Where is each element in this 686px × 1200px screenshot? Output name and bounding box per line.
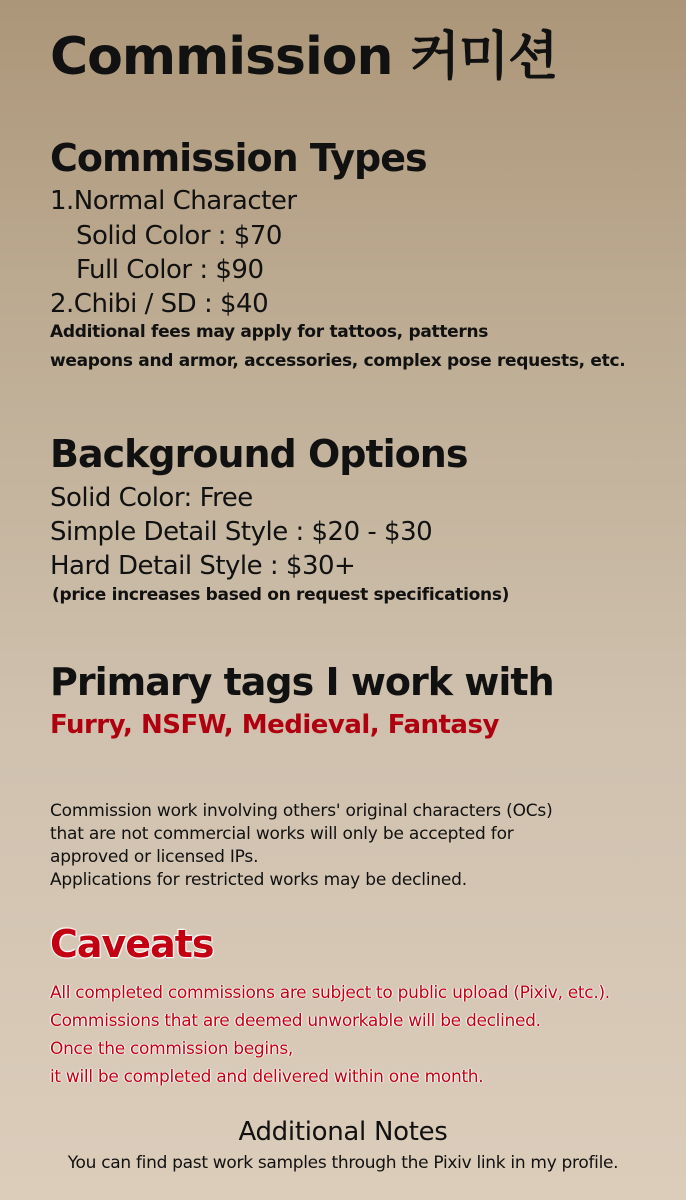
oc-note-line: approved or licensed IPs. — [50, 847, 259, 867]
price-full-color: Full Color : $90 — [76, 255, 264, 285]
background-options-heading: Background Options — [50, 432, 468, 476]
additional-notes-text: You can find past work samples through the Pixiv link in my profile. — [67, 1153, 619, 1173]
fee-note-line: Additional fees may apply for tattoos, patterns — [50, 322, 489, 342]
caveat-line: Commissions that are deemed unworkable will be declined. — [50, 1011, 541, 1031]
bg-solid-color: Solid Color: Free — [50, 483, 253, 513]
caveats-heading: Caveats — [50, 922, 214, 966]
bg-simple-detail: Simple Detail Style : $20 - $30 — [50, 517, 433, 547]
oc-note-line: Commission work involving others' original characters (OCs) — [50, 801, 553, 821]
price-chibi: 2.Chibi / SD : $40 — [50, 289, 269, 319]
commission-types-heading: Commission Types — [50, 136, 427, 180]
fee-note-line: weapons and armor, accessories, complex pose requests, etc. — [50, 351, 626, 371]
oc-note-line: that are not commercial works will only be accepted for — [50, 824, 514, 844]
primary-tags-list: Furry, NSFW, Medieval, Fantasy — [50, 710, 499, 740]
oc-note-line: Applications for restricted works may be declined. — [50, 870, 467, 890]
caveat-line: Once the commission begins, — [50, 1039, 293, 1059]
commission-type-normal: 1.Normal Character — [50, 186, 297, 216]
caveat-line: All completed commissions are subject to public upload (Pixiv, etc.). — [50, 983, 610, 1003]
bg-price-note: (price increases based on request specifications) — [52, 585, 510, 605]
caveat-line: it will be completed and delivered within one month. — [50, 1067, 484, 1087]
price-solid-color: Solid Color : $70 — [76, 221, 282, 251]
bg-hard-detail: Hard Detail Style : $30+ — [50, 551, 356, 581]
page-title: Commission 커미션 — [50, 27, 558, 87]
primary-tags-heading: Primary tags I work with — [50, 660, 554, 704]
additional-notes-heading: Additional Notes — [238, 1117, 448, 1147]
